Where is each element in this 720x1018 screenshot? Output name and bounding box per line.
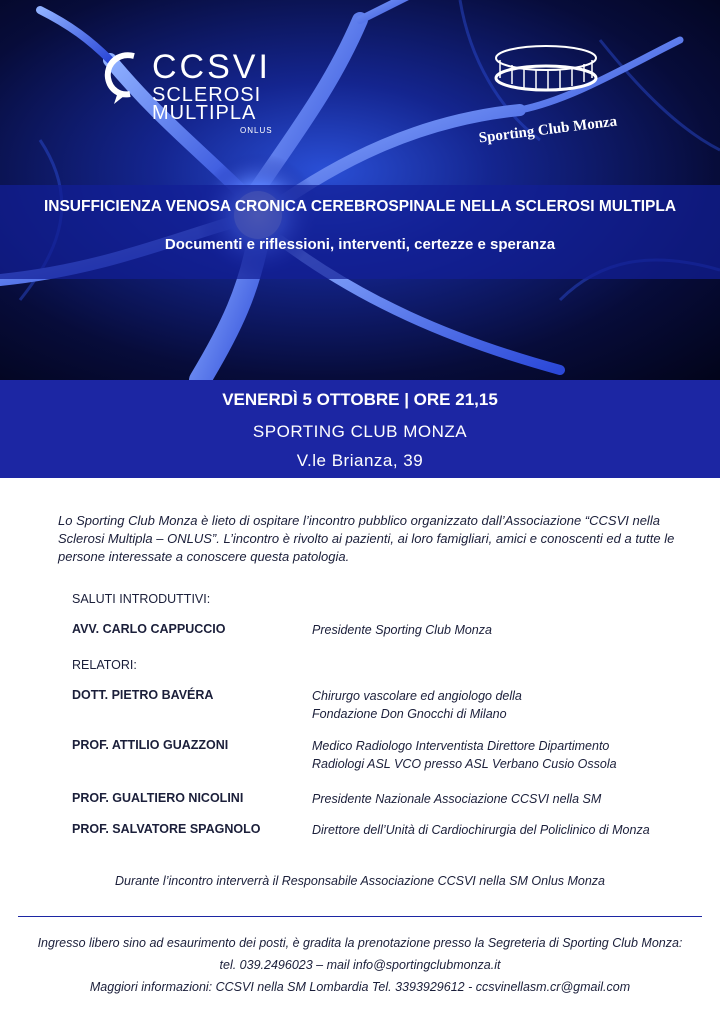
- closing-note: Durante l’incontro interverrà il Responsabile Associazione CCSVI nella SM Onlus Monza: [114, 874, 606, 888]
- speaker-role-line: Chirurgo vascolare ed angiologo della: [312, 689, 522, 703]
- ccsvi-logo-line2: SCLEROSI: [152, 84, 262, 106]
- intro-paragraph: Lo Sporting Club Monza è lieto di ospitare l’incontro pubblico organizzato dall’Associazione “CCSVI nella Sclerosi Multipla – ONLUS”. L’incontro è rivolto ai pazienti, ai loro famigliari, amici e conoscenti ed a tutte le persone interessate a conoscere questa patologia.: [58, 513, 675, 564]
- speaker-role-line: Medico Radiologo Interventista Direttore Dipartimento: [312, 739, 610, 753]
- speaker-role-line: Fondazione Don Gnocchi di Milano: [312, 707, 507, 721]
- footer-more-info: Maggiori informazioni: CCSVI nella SM Lombardia Tel. 3393929612 - ccsvinellasm.cr@gmail.com: [89, 980, 631, 994]
- event-title: INSUFFICIENZA VENOSA CRONICA CEREBROSPINALE NELLA SCLEROSI MULTIPLA: [43, 198, 677, 215]
- speaker-role: [312, 687, 692, 723]
- event-date-time: VENERDÌ 5 OTTOBRE | ORE 21,15: [222, 390, 498, 409]
- speaker-name: PROF. GUALTIERO NICOLINI: [72, 791, 244, 805]
- speaker-role-line: Radiologi ASL VCO presso ASL Verbano Cusio Ossola: [312, 757, 617, 771]
- speaker-name: PROF. ATTILIO GUAZZONI: [72, 738, 229, 752]
- divider: [18, 916, 702, 917]
- ccsvi-c-logo-icon: [104, 48, 150, 106]
- event-venue: SPORTING CLUB MONZA: [252, 422, 468, 441]
- speaker-role-line: Direttore dell’Unità di Cardiochirurgia del Policlinico di Monza: [312, 823, 650, 837]
- ccsvi-logo-main: CCSVI: [152, 48, 271, 86]
- speaker-role: [312, 737, 692, 773]
- sporting-club-logo: [477, 38, 618, 147]
- event-address: V.le Brianza, 39: [296, 451, 424, 470]
- event-info-band: [0, 380, 720, 478]
- saluti-label: SALUTI INTRODUTTIVI:: [72, 592, 211, 606]
- relatori-label: RELATORI:: [72, 658, 137, 672]
- speaker-role: Presidente Sporting Club Monza: [312, 623, 492, 637]
- crown-icon: [490, 38, 602, 94]
- speaker-role: [312, 790, 692, 808]
- footer-registration: Ingresso libero sino ad esaurimento dei posti, è gradita la prenotazione presso la Segreteria di Sporting Club Monza:: [37, 936, 683, 950]
- speaker-name: AVV. CARLO CAPPUCCIO: [72, 622, 226, 636]
- event-subtitle: Documenti e riflessioni, interventi, certezze e speranza: [164, 236, 556, 253]
- sporting-club-logo-text: Sporting Club Monza: [477, 113, 618, 147]
- ccsvi-logo-onlus: ONLUS: [240, 126, 273, 135]
- hero-neuron-image: [0, 0, 720, 380]
- ccsvi-logo-line3: MULTIPLA: [152, 102, 257, 124]
- speaker-role: [312, 821, 692, 839]
- ccsvi-logo: [104, 46, 294, 135]
- speaker-role-line: Presidente Nazionale Associazione CCSVI nella SM: [312, 792, 602, 806]
- speaker-name: PROF. SALVATORE SPAGNOLO: [72, 822, 261, 836]
- speaker-name: DOTT. PIETRO BAVÉRA: [72, 688, 214, 702]
- footer-contact: tel. 039.2496023 – mail info@sportingclubmonza.it: [219, 958, 501, 972]
